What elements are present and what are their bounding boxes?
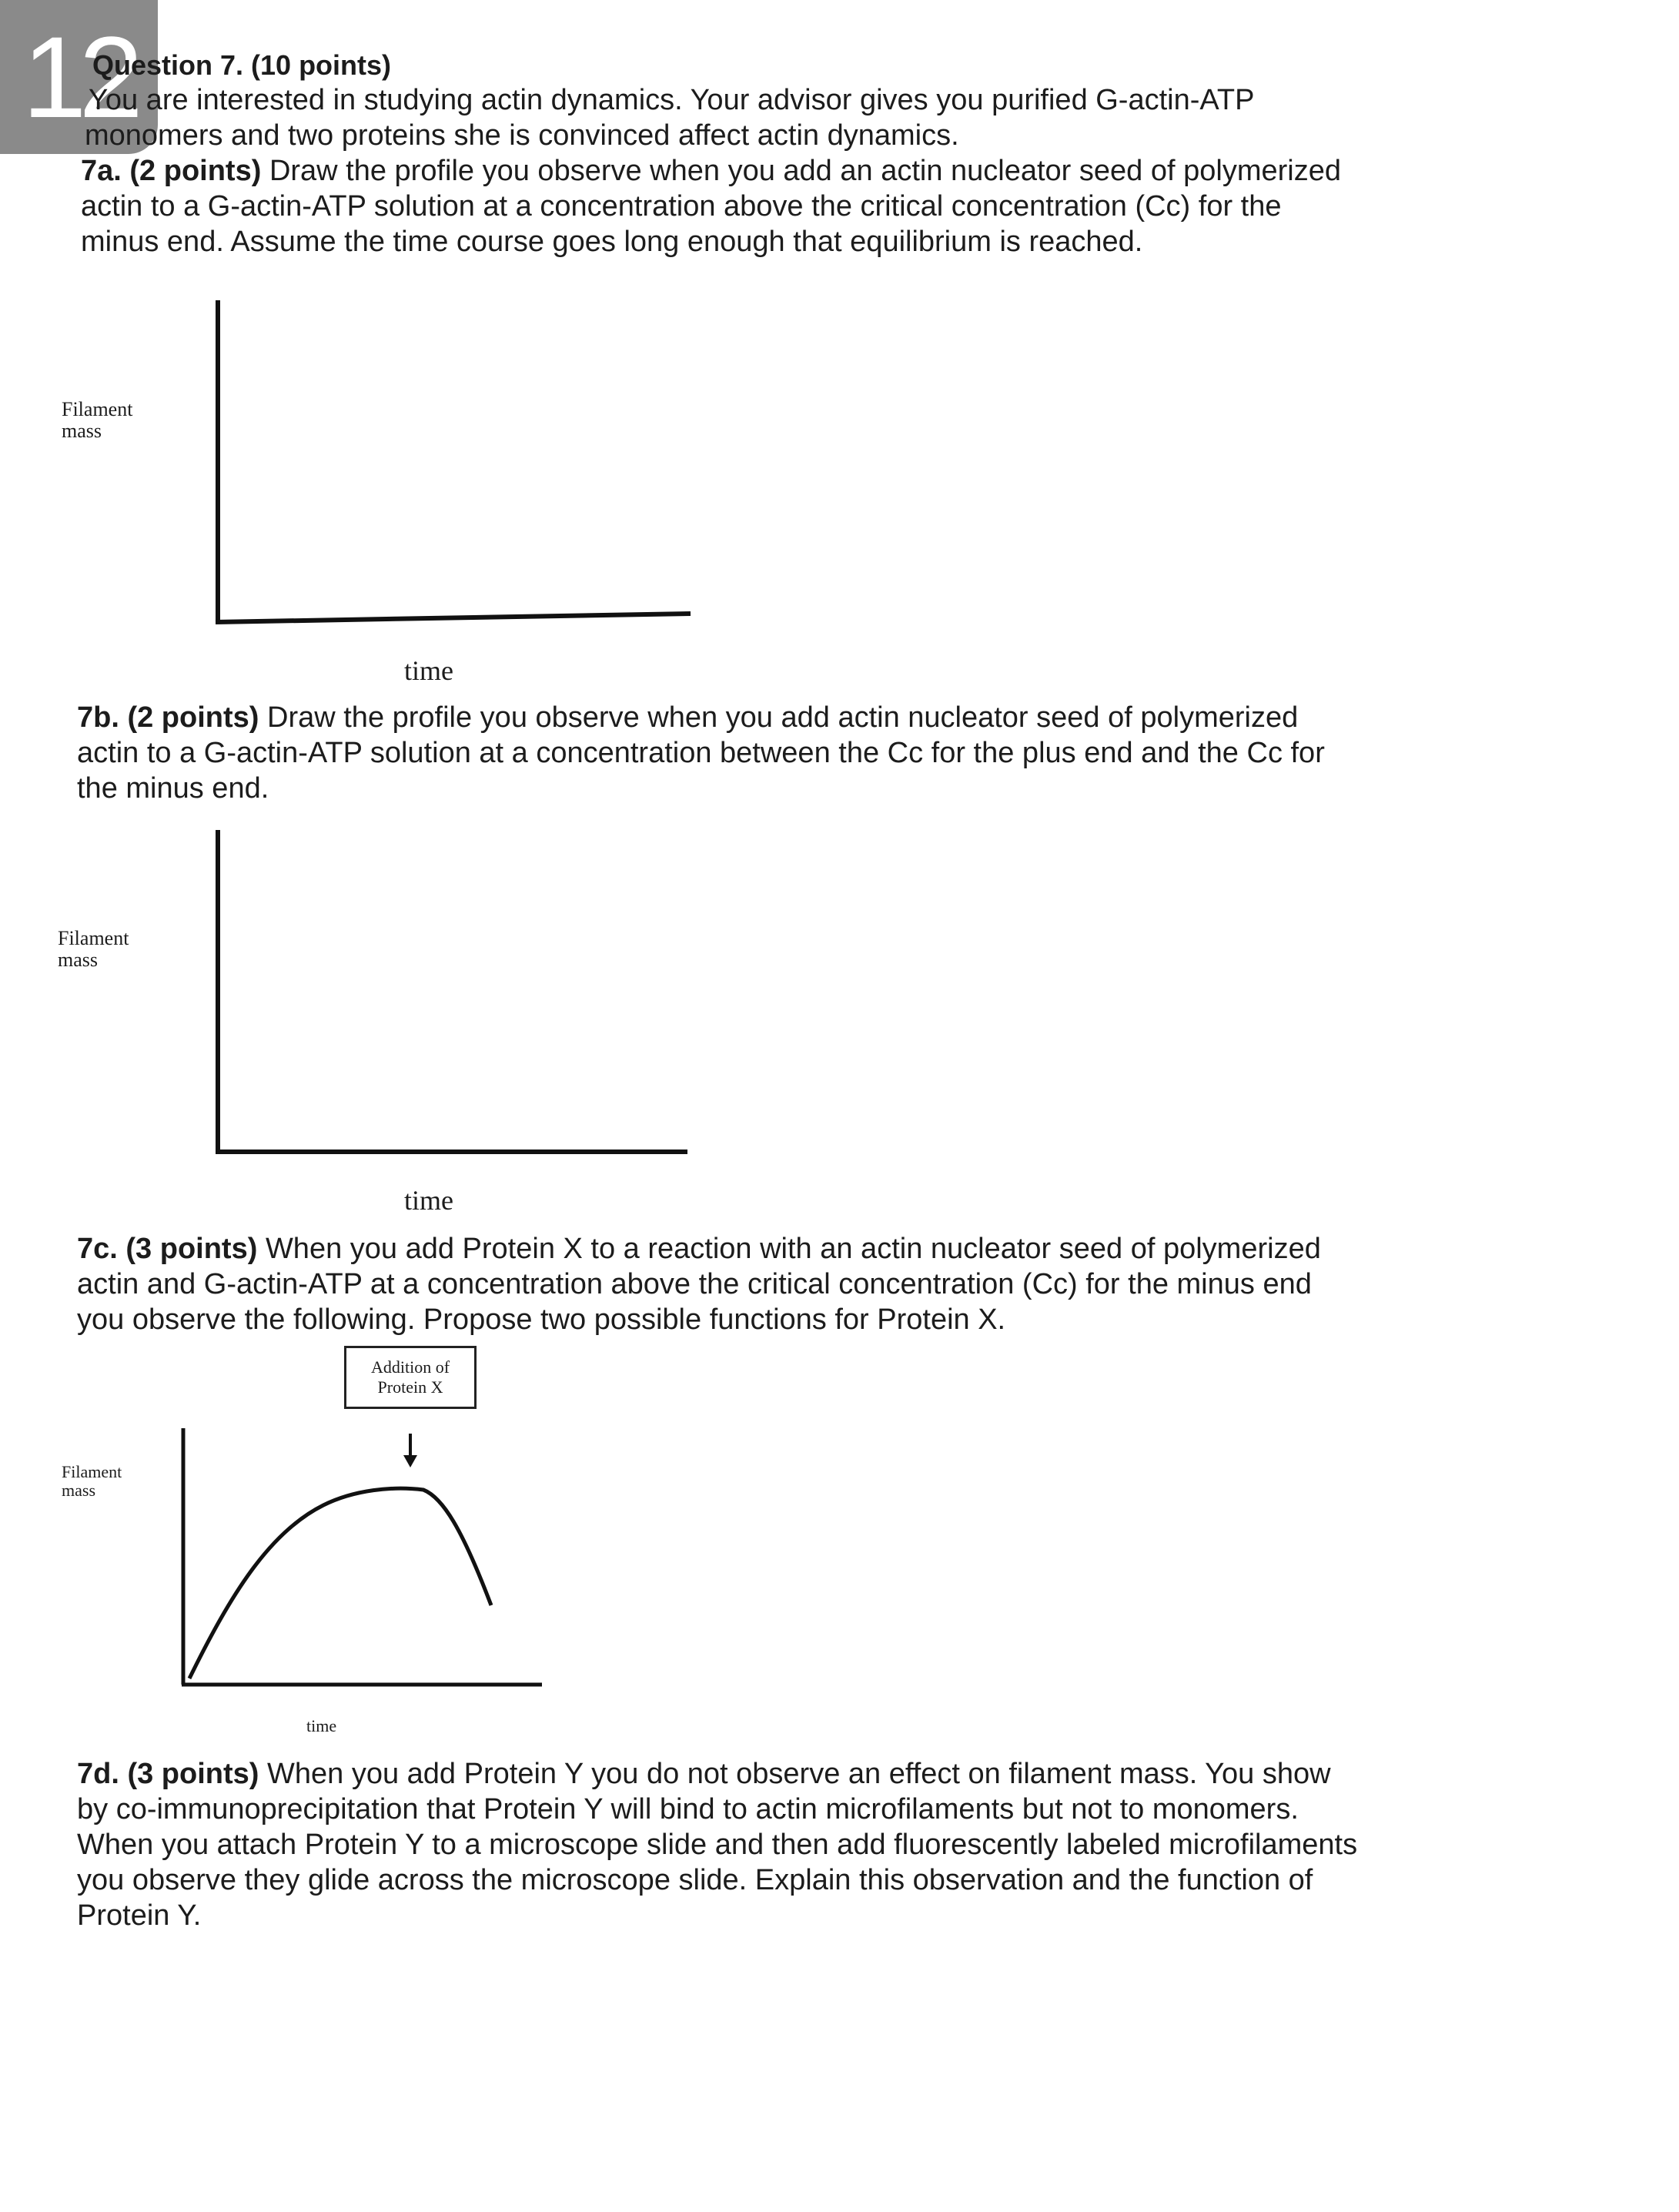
q7a-text-first: Draw the profile you observe when you add an actin nucleator seed of polymerized	[269, 155, 1341, 187]
annotation-line-2: Protein X	[377, 1377, 443, 1397]
q7a-empty-axes	[216, 300, 691, 622]
page-number-badge: 12	[0, 0, 158, 154]
q7a-y-label-line-2: mass	[62, 420, 102, 442]
q7b-x-axis-label: time	[404, 1185, 453, 1216]
q7b-y-label-line-1: Filament	[58, 927, 129, 949]
q7c-graph	[182, 1428, 542, 1685]
q7c-line-2: actin and G-actin-ATP at a concentration above the critical concentration (Cc) for the minus end	[77, 1268, 1312, 1300]
q7d-line-4: you observe they glide across the microscope slide. Explain this observation and the function of	[77, 1864, 1313, 1896]
filament-mass-curve	[189, 1488, 491, 1678]
q7a-y-label-line-1: Filament	[62, 398, 133, 420]
q7b-y-label-line-2: mass	[58, 949, 98, 971]
q7d-line-5: Protein Y.	[77, 1899, 202, 1932]
q7d-text-first: When you add Protein Y you do not observe an effect on filament mass. You show	[267, 1758, 1331, 1790]
protein-x-arrow-head	[403, 1455, 417, 1467]
q7a-line-2: actin to a G-actin-ATP solution at a concentration above the critical concentration (Cc) for the	[81, 190, 1282, 223]
q7c-line-3: you observe the following. Propose two possible functions for Protein X.	[77, 1303, 1006, 1336]
q7a-x-axis	[216, 614, 691, 622]
q7b-line-2: actin to a G-actin-ATP solution at a concentration between the Cc for the plus end and the Cc for	[77, 737, 1325, 769]
q7c-y-label-line-2: mass	[62, 1481, 95, 1500]
q7b-label: 7b. (2 points)	[77, 701, 259, 734]
q7b-empty-axes	[216, 830, 687, 1152]
q7a-label: 7a. (2 points)	[81, 155, 262, 187]
annotation-line-1: Addition of	[370, 1357, 450, 1377]
intro-line-2: monomers and two proteins she is convinced affect actin dynamics.	[85, 119, 959, 152]
q7d-line-2: by co-immunoprecipitation that Protein Y will bind to actin microfilaments but not to monomers.	[77, 1793, 1299, 1825]
q7c-text-first: When you add Protein X to a reaction with an actin nucleator seed of polymerized	[265, 1233, 1321, 1265]
q7a-line-3: minus end. Assume the time course goes long enough that equilibrium is reached.	[81, 226, 1143, 258]
q7c-label: 7c. (3 points)	[77, 1233, 258, 1265]
q7c-x-axis-label: time	[306, 1716, 337, 1735]
q7a-x-axis-label: time	[404, 655, 453, 686]
question-header: Question 7. (10 points)	[92, 49, 392, 81]
q7d-label: 7d. (3 points)	[77, 1758, 259, 1790]
q7b-text-first: Draw the profile you observe when you add actin nucleator seed of polymerized	[267, 701, 1299, 734]
q7c-y-label-line-1: Filament	[62, 1462, 122, 1481]
q7b-line-3: the minus end.	[77, 772, 269, 805]
q7d-line-3: When you attach Protein Y to a microscope slide and then add fluorescently labeled microfilaments	[77, 1829, 1358, 1861]
intro-line-1: You are interested in studying actin dynamics. Your advisor gives you purified G-actin-ATP	[89, 84, 1255, 116]
